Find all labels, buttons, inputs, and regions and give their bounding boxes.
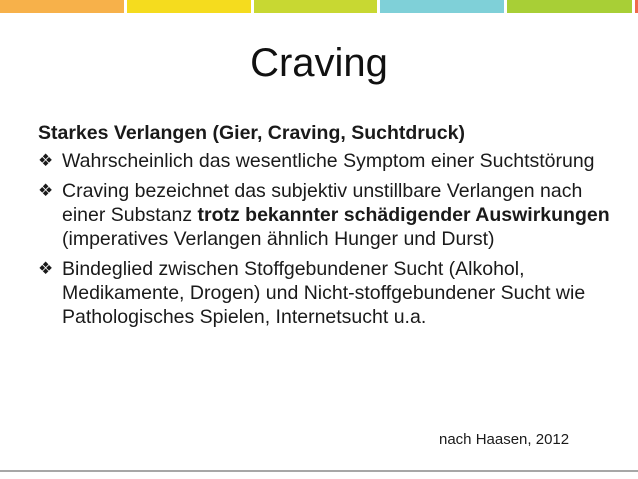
bullet-item — [38, 179, 618, 251]
bullet-text: Craving bezeichnet das subjektiv unstillbare Verlangen nach einer Substanz — [62, 180, 583, 226]
bullet-text: (imperatives Verlangen ähnlich Hunger und Durst) — [62, 228, 495, 250]
diamond-bullet-icon: ❖ — [38, 181, 54, 200]
slide-subtitle: Starkes Verlangen (Gier, Craving, Suchtdruck) — [38, 122, 465, 144]
source-citation: nach Haasen, 2012 — [439, 431, 570, 448]
color-stripe-segment — [0, 0, 124, 13]
bullet-item — [38, 257, 618, 329]
bottom-divider — [0, 470, 638, 472]
diamond-bullet-icon: ❖ — [38, 259, 54, 278]
color-stripe-segment — [380, 0, 504, 13]
color-stripe-segment — [254, 0, 377, 13]
diamond-bullet-icon: ❖ — [38, 151, 54, 170]
color-stripe-bar — [0, 0, 638, 13]
bullet-item — [38, 149, 618, 173]
color-stripe-segment — [127, 0, 251, 13]
bullet-list — [38, 149, 618, 335]
bullet-text: Wahrscheinlich das wesentliche Symptom einer Suchtstörung — [62, 150, 595, 172]
bullet-text-emphasis: trotz bekannter schädigender Auswirkungen — [197, 204, 610, 226]
slide-title: Craving — [250, 41, 388, 85]
color-stripe-segment — [507, 0, 632, 13]
bullet-text: Bindeglied zwischen Stoffgebundener Sucht (Alkohol, Medikamente, Drogen) und Nicht-stoffgebundener Sucht wie Pathologisches Spielen, Internetsucht u.a. — [62, 258, 586, 328]
